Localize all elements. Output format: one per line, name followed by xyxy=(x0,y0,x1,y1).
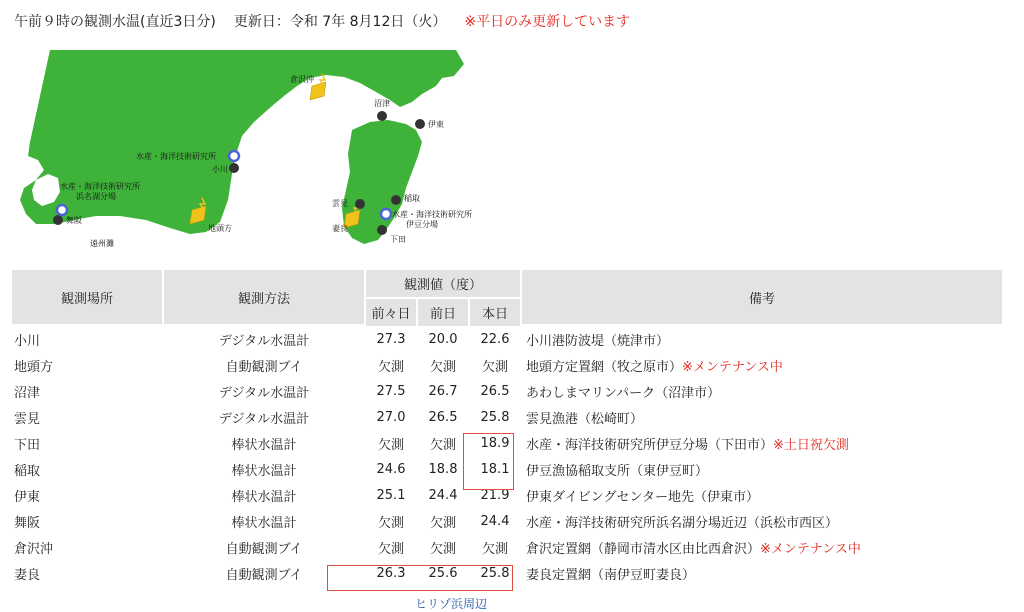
value-day-before: 25.1 xyxy=(376,487,406,503)
header-title: 午前９時の観測水温(直近3日分) xyxy=(14,14,216,30)
location-cell: 小川 xyxy=(14,333,41,349)
location-cell: 下田 xyxy=(14,437,41,453)
map-label-hamana-2: 浜名湖分場 xyxy=(76,192,116,201)
table-row xyxy=(12,352,1002,378)
station-marker xyxy=(229,163,239,173)
station-marker xyxy=(391,195,401,205)
remarks-cell xyxy=(522,352,1002,378)
value-yesterday: 24.4 xyxy=(428,487,458,503)
value-day-before: 26.3 xyxy=(376,565,406,581)
station-marker xyxy=(355,199,365,209)
location-cell: 妻良 xyxy=(14,567,41,583)
remarks-text: 水産・海洋技術研究所浜名湖分場近辺（浜松市西区） xyxy=(526,515,839,531)
remarks-alert: ※土日祝欠測 xyxy=(773,437,849,453)
map-label-hamana-1: 水産・海洋技術研究所 xyxy=(60,182,140,191)
header-values: 観測値（度） xyxy=(366,270,520,299)
remarks-text: 水産・海洋技術研究所伊豆分場（下田市） xyxy=(526,437,774,453)
hirizo-label: ヒリゾ浜周辺 xyxy=(415,597,488,611)
method-cell: 自動観測ブイ xyxy=(225,567,303,583)
value-today: 25.8 xyxy=(480,409,510,425)
value-yesterday: 25.6 xyxy=(428,565,458,581)
station-marker xyxy=(377,225,387,235)
value-day-before: 24.6 xyxy=(376,461,406,477)
remarks-text: 地頭方定置網（牧之原市） xyxy=(526,359,683,375)
table-row xyxy=(12,404,1002,430)
table-row xyxy=(12,326,1002,352)
map-label-maisaka: 舞阪 xyxy=(66,216,82,225)
value-day-before: 欠測 xyxy=(377,515,404,531)
header-day-before: 前々日 xyxy=(366,299,416,326)
map-label-kurasawaoki: 倉沢沖 xyxy=(290,75,314,84)
value-day-before: 27.0 xyxy=(376,409,406,425)
map-label-ito: 伊東 xyxy=(428,120,444,129)
institute-marker xyxy=(57,205,67,215)
remarks-cell xyxy=(522,430,1002,456)
map-label-numazu: 沼津 xyxy=(374,99,390,108)
station-marker xyxy=(415,119,425,129)
location-cell: 伊東 xyxy=(14,489,41,505)
table-row xyxy=(12,378,1002,404)
table-row xyxy=(12,430,1002,456)
value-yesterday: 欠測 xyxy=(429,437,456,453)
remarks-alert: ※メンテナンス中 xyxy=(760,541,861,557)
map-label-enshunada: 遠州灘 xyxy=(90,239,114,248)
page-header xyxy=(14,11,630,31)
remarks-alert: ※メンテナンス中 xyxy=(682,359,783,375)
value-yesterday: 20.0 xyxy=(428,331,458,347)
map-label-izu-branch-2: 伊豆分場 xyxy=(406,220,438,229)
header-method: 観測方法 xyxy=(164,270,364,326)
table-row xyxy=(12,456,1002,482)
remarks-text: 小川港防波堤（焼津市） xyxy=(526,333,670,349)
method-cell: 棒状水温計 xyxy=(231,489,297,505)
map-label-mera: 妻良 xyxy=(332,224,348,233)
remarks-cell xyxy=(522,560,1002,586)
location-cell: 舞阪 xyxy=(14,515,41,531)
value-today: 欠測 xyxy=(481,359,508,375)
remarks-text: 妻良定置網（南伊豆町妻良） xyxy=(526,567,696,583)
table-row xyxy=(12,560,1002,586)
method-cell: 棒状水温計 xyxy=(231,437,297,453)
value-yesterday: 18.8 xyxy=(428,461,458,477)
institute-marker xyxy=(381,209,391,219)
location-cell: 沼津 xyxy=(14,385,41,401)
header-remarks: 備考 xyxy=(522,270,1002,326)
map-label-shimoda: 下田 xyxy=(390,235,406,244)
map-label-ogawa: 小川 xyxy=(212,165,228,174)
remarks-cell xyxy=(522,404,1002,430)
station-marker xyxy=(377,111,387,121)
value-yesterday: 26.7 xyxy=(428,383,458,399)
station-marker xyxy=(53,215,63,225)
value-today: 18.1 xyxy=(480,461,510,477)
map-label-jitogata: 地頭方 xyxy=(208,224,232,233)
method-cell: 自動観測ブイ xyxy=(225,541,303,557)
remarks-text: 伊東ダイビングセンター地先（伊東市） xyxy=(526,489,759,505)
value-day-before: 27.3 xyxy=(376,331,406,347)
header-today: 本日 xyxy=(470,299,520,326)
remarks-cell xyxy=(522,456,1002,482)
map-label-kumomi: 雲見 xyxy=(332,199,348,208)
location-cell: 雲見 xyxy=(14,411,41,427)
table-row xyxy=(12,482,1002,508)
value-yesterday: 欠測 xyxy=(429,541,456,557)
table-row xyxy=(12,508,1002,534)
value-day-before: 欠測 xyxy=(377,541,404,557)
remarks-cell xyxy=(522,326,1002,352)
method-cell: 自動観測ブイ xyxy=(225,359,303,375)
institute-marker xyxy=(229,151,239,161)
update-note: ※平日のみ更新しています xyxy=(464,14,631,30)
value-today: 欠測 xyxy=(481,541,508,557)
value-today: 25.8 xyxy=(480,565,510,581)
header-yesterday: 前日 xyxy=(418,299,468,326)
remarks-cell xyxy=(522,508,1002,534)
value-today: 21.9 xyxy=(480,487,510,503)
method-cell: デジタル水温計 xyxy=(218,333,310,349)
observation-table xyxy=(10,270,1004,586)
remarks-cell xyxy=(522,534,1002,560)
map-label-suisan-hq: 水産・海洋技術研究所 xyxy=(136,152,216,161)
remarks-text: 倉沢定置網（静岡市清水区由比西倉沢） xyxy=(526,541,761,557)
remarks-text: あわしまマリンパーク（沼津市） xyxy=(526,385,721,401)
remarks-cell xyxy=(522,378,1002,404)
method-cell: デジタル水温計 xyxy=(218,411,310,427)
table-row xyxy=(12,534,1002,560)
value-day-before: 欠測 xyxy=(377,437,404,453)
header-location: 観測場所 xyxy=(12,270,162,326)
value-day-before: 27.5 xyxy=(376,383,406,399)
remarks-text: 伊豆漁協稲取支所（東伊豆町） xyxy=(526,463,709,479)
remarks-text: 雲見漁港（松崎町） xyxy=(526,411,644,427)
location-cell: 地頭方 xyxy=(14,359,54,375)
map-label-izu-branch-1: 水産・海洋技術研究所 xyxy=(392,210,472,219)
location-cell: 倉沢沖 xyxy=(14,541,54,557)
value-yesterday: 欠測 xyxy=(429,359,456,375)
value-day-before: 欠測 xyxy=(377,359,404,375)
value-today: 24.4 xyxy=(480,513,510,529)
value-today: 26.5 xyxy=(480,383,510,399)
method-cell: デジタル水温計 xyxy=(218,385,310,401)
value-today: 22.6 xyxy=(480,331,510,347)
map-label-inatori: 稲取 xyxy=(404,194,420,203)
remarks-cell xyxy=(522,482,1002,508)
method-cell: 棒状水温計 xyxy=(231,515,297,531)
location-cell: 稲取 xyxy=(14,463,41,479)
value-yesterday: 26.5 xyxy=(428,409,458,425)
observation-map xyxy=(14,50,494,255)
value-today: 18.9 xyxy=(480,435,510,451)
update-date: 更新日：令和 7年 8月12日（火） xyxy=(233,14,447,30)
value-yesterday: 欠測 xyxy=(429,515,456,531)
method-cell: 棒状水温計 xyxy=(231,463,297,479)
